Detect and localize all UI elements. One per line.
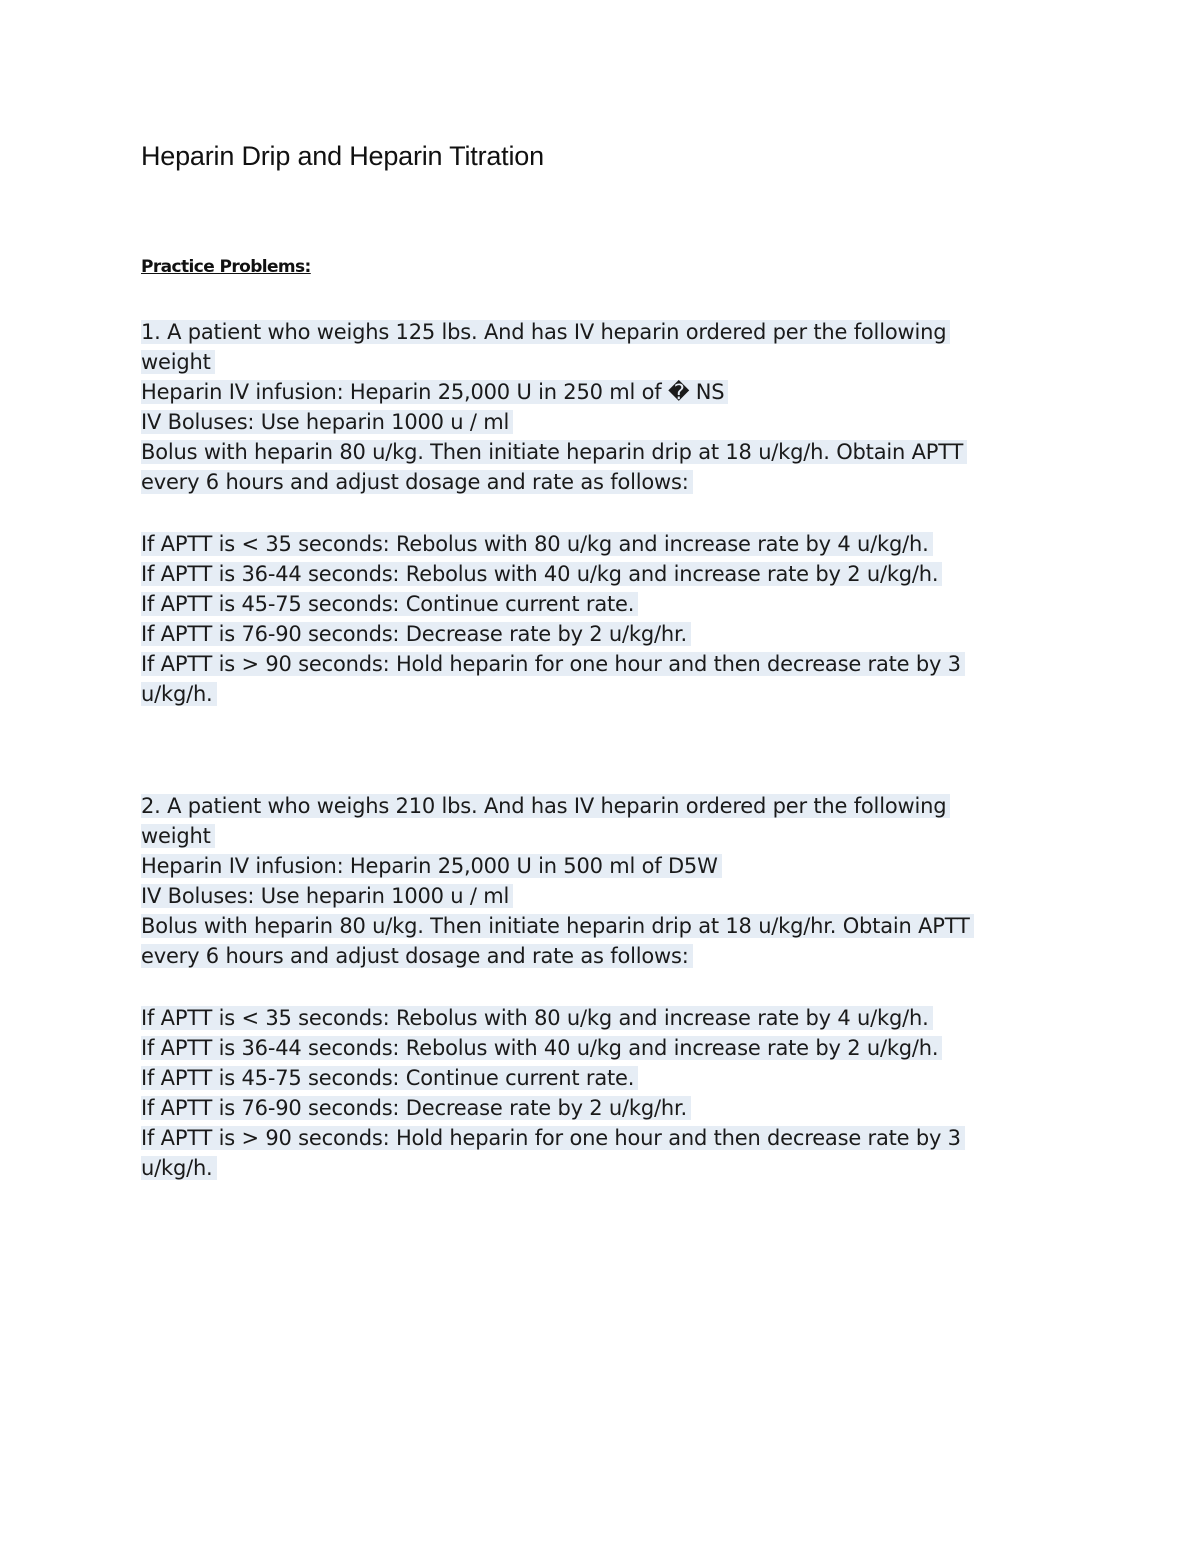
rule-line (141, 559, 1041, 589)
problem-line (141, 881, 1041, 911)
problem-1-line-2: weight (141, 350, 215, 374)
problem-2-rule-6: u/kg/h. (141, 1156, 217, 1180)
problem-2-rule-1: If APTT is < 35 seconds: Rebolus with 80 u/kg and increase rate by 4 u/kg/h. (141, 1006, 933, 1030)
rule-line (141, 1153, 1041, 1183)
problem-2-rule-3: If APTT is 45-75 seconds: Continue current rate. (141, 1066, 638, 1090)
problem-1-line-4: IV Boluses: Use heparin 1000 u / ml (141, 410, 513, 434)
problem-1-line-6: every 6 hours and adjust dosage and rate as follows: (141, 470, 693, 494)
problem-1-rule-6: u/kg/h. (141, 682, 217, 706)
problem-line (141, 347, 1041, 377)
paragraph-gap (141, 497, 1041, 529)
problem-line (141, 467, 1041, 497)
practice-problem-2 (141, 791, 1041, 1183)
problem-2-line-2: weight (141, 824, 215, 848)
problem-2-line-1: 2. A patient who weighs 210 lbs. And has IV heparin ordered per the following (141, 794, 950, 818)
rule-line (141, 1033, 1041, 1063)
problem-line (141, 377, 1041, 407)
problem-2-rule-2: If APTT is 36-44 seconds: Rebolus with 40 u/kg and increase rate by 2 u/kg/h. (141, 1036, 942, 1060)
problem-line (141, 791, 1041, 821)
problem-line (141, 407, 1041, 437)
rule-line (141, 649, 1041, 679)
problem-2-line-3: Heparin IV infusion: Heparin 25,000 U in 500 ml of D5W (141, 854, 722, 878)
rule-line (141, 619, 1041, 649)
section-heading: Practice Problems: (141, 257, 311, 277)
problem-2-rule-5: If APTT is > 90 seconds: Hold heparin for one hour and then decrease rate by 3 (141, 1126, 965, 1150)
problem-line (141, 851, 1041, 881)
rule-line (141, 529, 1041, 559)
rule-line (141, 1123, 1041, 1153)
problem-1-rule-2: If APTT is 36-44 seconds: Rebolus with 40 u/kg and increase rate by 2 u/kg/h. (141, 562, 942, 586)
problem-line (141, 821, 1041, 851)
problem-2-line-6: every 6 hours and adjust dosage and rate as follows: (141, 944, 693, 968)
practice-problem-1 (141, 317, 1041, 709)
rule-line (141, 1093, 1041, 1123)
problem-2-line-5: Bolus with heparin 80 u/kg. Then initiate heparin drip at 18 u/kg/hr. Obtain APTT (141, 914, 974, 938)
problem-1-rule-3: If APTT is 45-75 seconds: Continue current rate. (141, 592, 638, 616)
problem-2-line-4: IV Boluses: Use heparin 1000 u / ml (141, 884, 513, 908)
problem-1-rule-5: If APTT is > 90 seconds: Hold heparin for one hour and then decrease rate by 3 (141, 652, 965, 676)
problem-line (141, 437, 1041, 467)
problem-line (141, 941, 1041, 971)
rule-line (141, 1063, 1041, 1093)
problem-line (141, 911, 1041, 941)
problem-1-line-3: Heparin IV infusion: Heparin 25,000 U in 250 ml of � NS (141, 380, 728, 404)
problem-1-rule-1: If APTT is < 35 seconds: Rebolus with 80 u/kg and increase rate by 4 u/kg/h. (141, 532, 933, 556)
problem-1-line-1: 1. A patient who weighs 125 lbs. And has IV heparin ordered per the following (141, 320, 950, 344)
problem-1-line-5: Bolus with heparin 80 u/kg. Then initiate heparin drip at 18 u/kg/h. Obtain APTT (141, 440, 967, 464)
document-title: Heparin Drip and Heparin Titration (141, 141, 544, 171)
problem-line (141, 317, 1041, 347)
rule-line (141, 679, 1041, 709)
rule-line (141, 589, 1041, 619)
paragraph-gap (141, 971, 1041, 1003)
rule-line (141, 1003, 1041, 1033)
problem-2-rule-4: If APTT is 76-90 seconds: Decrease rate by 2 u/kg/hr. (141, 1096, 691, 1120)
problem-1-rule-4: If APTT is 76-90 seconds: Decrease rate by 2 u/kg/hr. (141, 622, 691, 646)
